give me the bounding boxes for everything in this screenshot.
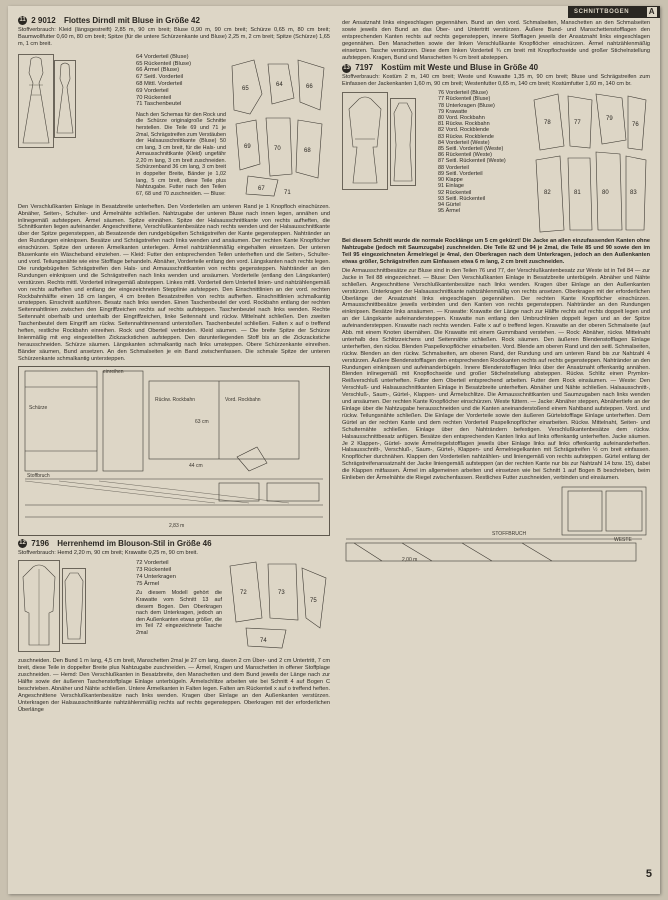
part-item: 64 Vorderteil (Bluse) [136,53,189,60]
schema-label-apron: Schürze [29,404,48,411]
part-item: 90 Klappe [438,177,463,184]
parts-block-7197 [342,90,650,236]
part-item: 86 Rückenteil (Weste) [438,152,493,159]
part-item: 79 Krawatte [438,108,468,115]
parts-note-7196: Zu diesem Modell gehört die Krawatte vom Schnitt 13 auf diesem Bogen. Den Oberkragen nach dem Unterkragen, jedoch an den Außenkanten etwas größer, die im Teil 72 eingezeichnete Tasche 2mal [136,590,222,637]
pattern-pieces-miniature [226,558,330,654]
parts-list-9012 [136,54,191,108]
part-item: 88 Vorderteil [438,164,469,171]
article-title: Herrenhemd im Blouson-Stil in Größe 46 [57,538,212,548]
parts-block-9012 [18,50,330,202]
svg-text:65: 65 [242,85,249,92]
svg-text:77: 77 [574,120,581,127]
instructions-9012: Den Verschlußkanten Einlage in Besatzbreite unterheften. Den Vorderteilen am unteren Rand je 1 Knopfloch einschürzen. Abnäher, Seiten-, Schulter- und Ärmelnähte schließen. Nahtzugabe der unteren Bluse nach innen legen, annähen und inlinegemäß aufsteppen. Ärmel säumen. Spitze einnähen. Spitze der Halsausschnittkante von rechts aufheften, die Schnittkanten liegen aufeinander. Angeschnittene, Verschlußkantenbesätze nach rechts wenden und der Halsausschnittkante über der Spitze gegensteppen, ab Besatzende den rundgebügelten Schrägstreifen der Kante gegensteppen. Nahtränder an den Rundungen einknipsen. Besätze und Schrägstreifen nach links wenden und ansäumen. Der rechten Kante Knopflöcher einschürzen. Spitze den unteren Ärmelkanten unterlegen. Ärmel nahtzählenmäßig eingehalten einsetzen. Der unteren Blusenkante ein Wäscheband einziehen. — Kleid: Futter den entsprechenden Teilen unterheften und die Seiten-, Schulter- und vord. Teilungsnähte wie eine Stofflage behandeln. Abnäher, Vorderteile entlang den vord. Längskanten nach rechts legen. Die rundgebügelten Schrägstreifen den Hals- und Armausschnittkanten von rechts gegensteppen. Nahtränder an den Rundungen einknipsen und die Schrägstreifen nach links wenden und ansäumen. Vorderteile (entlang den Längskanten) verstürzen. Rechts mittl. Vorderteil inlinegemäß absteppen. Linkes mittl. Vorderteil dem Unterteil linien- und nahtzählengemäß von rechts aufheften und entlang der eingezeichneten Stepplinie aufsteppen. Den Einschnittlinien an der vord. rechten Rockbahnhälfte einen 18 cm langen, 4 cm breiten Besatzstreifen von rechts aufheften. Einschnittlinien schmalkantig umsteppen. Einschnitt ausführen. Besatz nach links wenden. Einen Taschenbeutel der vord. Rockbahn entlang der rechten Seitennahtlinien zwischen den Eingriffzeichen rechts auf rechts aufsteppen. Taschenbeutel nach links wenden. Rechte Seitennaht oberhalb und unterhalb der Eingriffzeichen, linke Seitennaht und rückw. Mittelnaht schließen. Den zweiten Taschenbeutel dem Eingriff am rückw. Seitennahtinnenrand unterstoßen. Taschenbeutel schließen. Falten x auf o treffend heften, restliche Rockbahn einreihen. Rock und Oberteil verbinden. Kleid säumen. — Die breite Spitze der Schürze linienmäßig mit eng eingestellten Zickzackstichen aufsteppen. Den darunterliegenden Stoff bis an die Zickzackstiche herausschneiden. Schürze säumen. Längskanten schmalkantig nach links umsteppen. Obere Schürzenkante einreihen. Bänder säumen, Bund ansetzen. An den Schmalseiten je ein Band zwischenfassen. Die schmale Spitze der unteren Schürzenkante schmalkantig untersteppen. [18,203,330,362]
instructions-7196: zuschneiden. Den Bund 1 m lang, 4,5 cm breit, Manschetten 2mal je 27 cm lang, davon 2 cm Über- und 2 cm Untertritt, 7 cm breit, diese Teile in doppelter Breite plus Nahtzugabe zuschneiden. — Ärmel, Kragen und Manschetten in offener Stoffplage zuschneiden. — Hemd: Den Verschlußkanten in Besatzbreite, den Manschetten und dem Bund jeweils der Länge nach zur Hälfte sowie der äußeren Taschenstoffplage Einlage unterbügeln. Ärmelschlitze arbeiten wie bei Schnitt 4 auf Bogen C beschrieben. Abnäher und Nähte schließen. Untere Ärmelkanten in Falten legen. Falten am Rückenteil x auf o treffend heften. Angeschnittene Verschlußkantenbesätze nach links wenden. Kragen über Einlage an den Außenkanten verstürzen. Unterkragen der Halsausschnittkante nahtzählenmäßig rechts auf rechts gegensteppen. Oberkragen mit der erforderlichen Überlänge [18,658,330,713]
cutting-schema-7197 [342,485,650,565]
article-7196-title [18,539,330,549]
schema-label-front-skirt: Vord. Rockbahn [225,396,261,403]
schema-label-total: 2,00 m [402,556,418,563]
costume-sketch-back [390,98,416,186]
part-item: 87 Seitl. Rückenteil (Weste) [438,158,506,165]
svg-text:82: 82 [544,190,551,197]
svg-text:74: 74 [260,638,267,645]
article-number-badge: 13 [343,64,350,71]
svg-text:66: 66 [306,83,313,90]
part-item: 73 Rückenteil [136,567,172,574]
part-item: 70 Rückenteil [136,94,172,101]
part-item: 93 Seitl. Rückenteil [438,195,486,202]
cutting-schema-9012 [18,366,330,536]
parts-list-7197 [438,90,506,214]
part-item: 67 Seitl. Vorderteil [136,74,184,81]
svg-text:73: 73 [278,590,285,597]
part-item: 81 Rückw. Rockbahn [438,121,490,128]
schema-label-weste: WESTE [614,536,632,543]
instructions-7197: Die Armausschnittbesätze zur Bluse sind in den Teilen 76 und 77, der Verschlußkantenbesatz zur Weste ist in Teil 84 — zur Jacke in Teil 88 eingezeichnet. — Bluse: Den Verschlußkanten Einlage in Besatzbreite unterbügeln. Abnäher und Nähte schließen. Angeschnittene Verschlußkantenbesätze nach links wenden. Kragen über Einlage an den Außenkanten verstürzen. Unterkragen der Halsausschnittkante nahtzählenmäßig von rechts ansetzen. Oberkragen mit der erforderlichen Überlänge der Ansatznaht links eingeschlagen gegennähen. Der rechten Kante Knopflöcher einschürzen. Armausschnittbesätze jeweils verbinden und den Kanten von rechts gegensteppen. Nahtränder an den Rundungen einknipsen. Besätze links ansäumen. — Krawatte: Krawatte der Länge nach zur Hälfte rechts auf rechts doppelt legen und an der Längskante aufeinandersteppen. Krawatte nun entlang den Umbruchlinien doppelt legen und an der Spitze aufeinandersteppen. Krawatte nach rechts wenden. Falte x auf o treffend legen. Krawatte an der oberen Schmalseite (auf Abb. mit einem Knoten übernähen. Die Krawatte mit einem Gummiband verstehen. — Rock: Abnäher, rückw. Mittelnaht unterhalb des Schlitzzeichens und Seitennähte schließen. Rock säumen. Den äußeren Blendenstofflagen Einlage unterheften, den rückw. Blenden Paspelknopflöcher einarbeiten. Vord. Blende am oberen Rand und den seitl. Schmalseiten, rückw. Blenden an den rückw. Schmalseiten, am oberen Rand, der Rundung und am unteren Rand bis zur Nahtzahl 4 verstürzen. Äußere Blendenstofflagen den entsprechenden Rockkanten rechts auf rechts gegensteppen. Nahtränder an den Rundungen einknipsen und aufeinanderbügeln. Innere Blendenstofflagen links über der Ansatznaht offenkantig annähen. Blenden inlinegemäß mit Knopflochseide und großer Stichelnstellung absteppen. Rückw. Schlitz einen Prymlon-Reißverschluß unterheften. Futter dem Oberteil entsprechend arbeiten. Futter dem Rock einsäumen. — Weste: Den Verschluß- und Halsausschnittkanten Einlage in Besatzbreite unterheften. Abnäher und Nähte schließen. Halsausschnitt-, Verschluß-, Saum-, Gürtel-, Klappen- und Ärmelschlitze. Die Armausschnittkanten und Saumzugaben nach links wenden und ansäumen. Der rechten Kante Knopflöcher einschürzen. Weste füttern. — Jacke: Abnäher steppen, Abnähertiefe an der Einlage über die Nahtzugabe herausschneiden und die Kanten aneinanderstoßend einem Nahtband aufsteppen. Vord. und rückw. Teilungsnähte schließen. Die Einlage der Vorderteile sowie den äußeren Gürtelstofflage Einlage unterheften. Dem Gürtel an der rechten Kante und dem rechten Vorderteil Paspelknopflöcher einarbeiten. Rückw. Mittelnaht, Seiten- und Schulternähte schließen. Einlage über den Nahträndern befestigen. Verschlußkantenbesätze dem rückw. Halsausschnittbesatz anfügen. Besätze den entsprechenden Kanten links auf links offenkantig unterheften. Jacke säumen. Je 2 Klappen-, Gürtel- sowie Ärmelriegelstofflagen jeweils über Einlage links auf links offenkantig aufeinanderheften. Halsausschnitt-, Verschluß-, Saum-, Gürtel-, Klappen- und Ärmelriegelkanten mit Schrägstreifen ½ cm breit einfassen. Knopflöcher durchnähen. Klappen den Vorderteilen nahtzählen- und liniengemäß von rechts aufsteppen. Gürtel entlang der Schrägstreifenansatznaht der Jacke liniengemäß aufsteppen (an der rechten Kante nur bis zur Nahtzahl 14 bzw. 15), dabei die Klappen mitfassen. Ärmel im allgemeinen arbeiten und einsetzen wie bei Schnitt 1 auf Bogen B beschrieben, beim Einlieben der Ärmelnähte die Riegel zwischenfassen. Restliches Futter zuschneiden, verbinden und einsäumen. [342,267,650,482]
schema-label-length: 63 cm [195,418,209,425]
part-item: 68 Mittl. Vorderteil [136,80,183,87]
svg-text:75: 75 [310,598,317,605]
shirt-sketch-back [62,568,86,644]
schema-label-total-width: 2,83 m [169,522,185,529]
part-item: 69 Vorderteil [136,87,169,94]
part-item: 65 Rückenteil (Bluse) [136,60,192,67]
header-label: SCHNITTBOGEN [574,9,630,15]
part-item: 77 Rückenteil (Bluse) [438,96,491,103]
right-column [342,20,650,890]
shirt-sketch-front [18,560,60,652]
svg-text:70: 70 [274,145,281,152]
fabric-usage: Stoffverbrauch: Hemd 2,20 m, 90 cm breit; Krawatte 0,25 m, 90 cm breit. [18,549,198,556]
schnittbogen-header [568,6,660,18]
part-item: 83 Rückw. Rockblende [438,133,494,140]
svg-text:78: 78 [544,120,551,127]
schema-label-back-skirt: Rückw. Rockbahn [155,396,196,403]
part-item: 78 Unterkragen (Bluse) [438,102,495,109]
svg-text:68: 68 [304,147,311,154]
svg-text:72: 72 [240,590,247,597]
part-item: 75 Ärmel [136,580,160,587]
schema-label-fabric-fold: STOFFBRUCH [492,530,527,537]
svg-text:71: 71 [284,189,291,196]
svg-text:81: 81 [574,190,581,197]
dirndl-front-sketch [18,54,54,148]
article-number-badge: 12 [19,539,26,546]
svg-text:83: 83 [630,190,637,197]
part-item: 94 Gürtel [438,201,461,208]
article-id: 7197 [355,63,374,73]
pattern-pieces-miniature [228,54,330,200]
fabric-usage: Stoffverbrauch: Kostüm 2 m, 140 cm breit; Weste und Krawatte 1,35 m, 90 cm breit; Bluse und Schrägstreifen zum Einfassen der Jackenkanten 1,60 m, 90 cm breit; Westenfutter 0,65 m, 140 cm breit; Kostümfutter 1,60 m, 140 cm br. [342,74,650,88]
article-title: Kostüm mit Weste und Bluse in Größe 40 [381,63,539,73]
part-item: 74 Unterkragen [136,574,176,581]
part-item: 84 Vorderteil (Weste) [438,139,490,146]
svg-text:67: 67 [258,185,265,192]
article-id: 2 9012 [31,16,56,25]
svg-text:64: 64 [276,81,283,88]
page-number: 5 [645,868,652,880]
part-item: 91 Einlage [438,183,464,190]
article-title: Flottes Dirndl mit Bluse in Größe 42 [63,16,200,25]
svg-text:79: 79 [606,116,613,123]
parts-list-7196 [136,560,176,587]
article-9012-title [18,16,330,26]
article-7197-title [342,63,650,73]
magazine-page [8,6,660,894]
svg-text:76: 76 [632,122,639,129]
hint-7197: Bei diesem Schnitt wurde die normale Rocklänge um 5 cm gekürzt! Die Jacke an allen einzufassenden Kanten ohne Nahtzugabe (jedoch mit Saumzugabe) zuschneiden. Die Teile 82 und 94 je 2mal, die Teile 85 und 90 sowie den im Teil 95 eingezeichneten Ärmelriegel je 4mal, den Oberkragen nach dem Unterkragen, jedoch an den Außenkanten etwas größer, Schrägstreifen zum Einfassen etwa 6 m lang, 2 cm breit zuschneiden. [342,238,650,265]
parts-note-9012: Nach den Schemas für den Rock und die Schürze originalgroße Schnitte herstellen. Die Teile 69 und 71 je 2mal, Schrägstreifen zum Verstäuben der Halsausschnittkante (Bluse) 50 cm lang, 3 cm breit, für die Hals- und Armausschnittkante (Kleid) ungefähr 2,20 m lang, 3 cm breit zuschneiden. Schürzenband 36 cm lang, 3 cm breit in doppelter Breite, Bänder je 1,02 lang, 5 cm breit, diese Teile plus Nahtzugabe. Futter nach den Teilen 67, 68 und 70 zuschneiden. — Bluse: [136,111,226,197]
article-id: 7196 [31,538,50,548]
left-column [18,16,330,886]
svg-text:80: 80 [602,190,609,197]
part-item: 92 Rückenteil [438,189,472,196]
schema-label-fold: Stoffbruch [27,472,50,479]
part-item: 85 Seitl. Vorderteil (Weste) [438,146,504,153]
bogen-logo-icon: A [648,7,656,16]
costume-sketch-front [342,92,388,190]
parts-block-7196 [18,558,330,656]
pattern-pieces-miniature [530,90,650,236]
article-number-badge: 11 [19,17,26,24]
part-item: 95 Ärmel [438,208,461,215]
part-item: 76 Vorderteil (Bluse) [438,90,488,97]
intro-7197: der Ansatznaht links eingeschlagen gegennähen. Bund an den vord. Schmalseiten, Manschetten an den Schmalseiten sowie jeweils den Bund an das Über- und Untertritt verstürzen. Äußere Bund- und Manschettenstofflagen den entsprechenden Kanten rechts auf rechts gegensteppen, innere Stofflagen jeweils der Ansatznaht links eingeschlagen gegennähen. Den Manschetten sowie der linken Verschlußkante Knopflöcher einschürzen. Ärmel nahtzählenmäßig einsetzen. Tasche verstürzen. Diese dem linken Vorderteil ¾ cm breit mit Knopflochseide und großer Stichelnstellung aufsteppen. Kragen, Bund und Manschetten ¾ cm breit absteppen. [342,20,650,61]
part-item: 66 Ärmel (Bluse) [136,67,180,74]
part-item: 71 Taschenbeutel [136,101,182,108]
fabric-usage: Stoffverbrauch: Kleid (längsgestreift) 2,85 m, 90 cm breit; Bluse 0,90 m, 90 cm breit; Schürze 0,65 m, 80 cm breit; Baumwollfutter 0,60 m, 80 cm breit; Spitze (für die untere Schürzenkante und Bluse) 2,25 m, 2 cm breit; Spitze (Schürze) 1,65 m, 1 cm breit. [18,27,330,47]
svg-text:69: 69 [244,143,251,150]
part-item: 89 Seitl. Vorderteil [438,170,483,177]
dirndl-back-sketch [54,60,76,138]
schema-label-hem: einreihen [103,368,124,375]
part-item: 82 Vord. Rockblende [438,127,490,134]
schema-label-width: 44 cm [189,462,203,469]
part-item: 80 Vord. Rockbahn [438,115,485,122]
part-item: 72 Vorderteil [136,560,169,567]
